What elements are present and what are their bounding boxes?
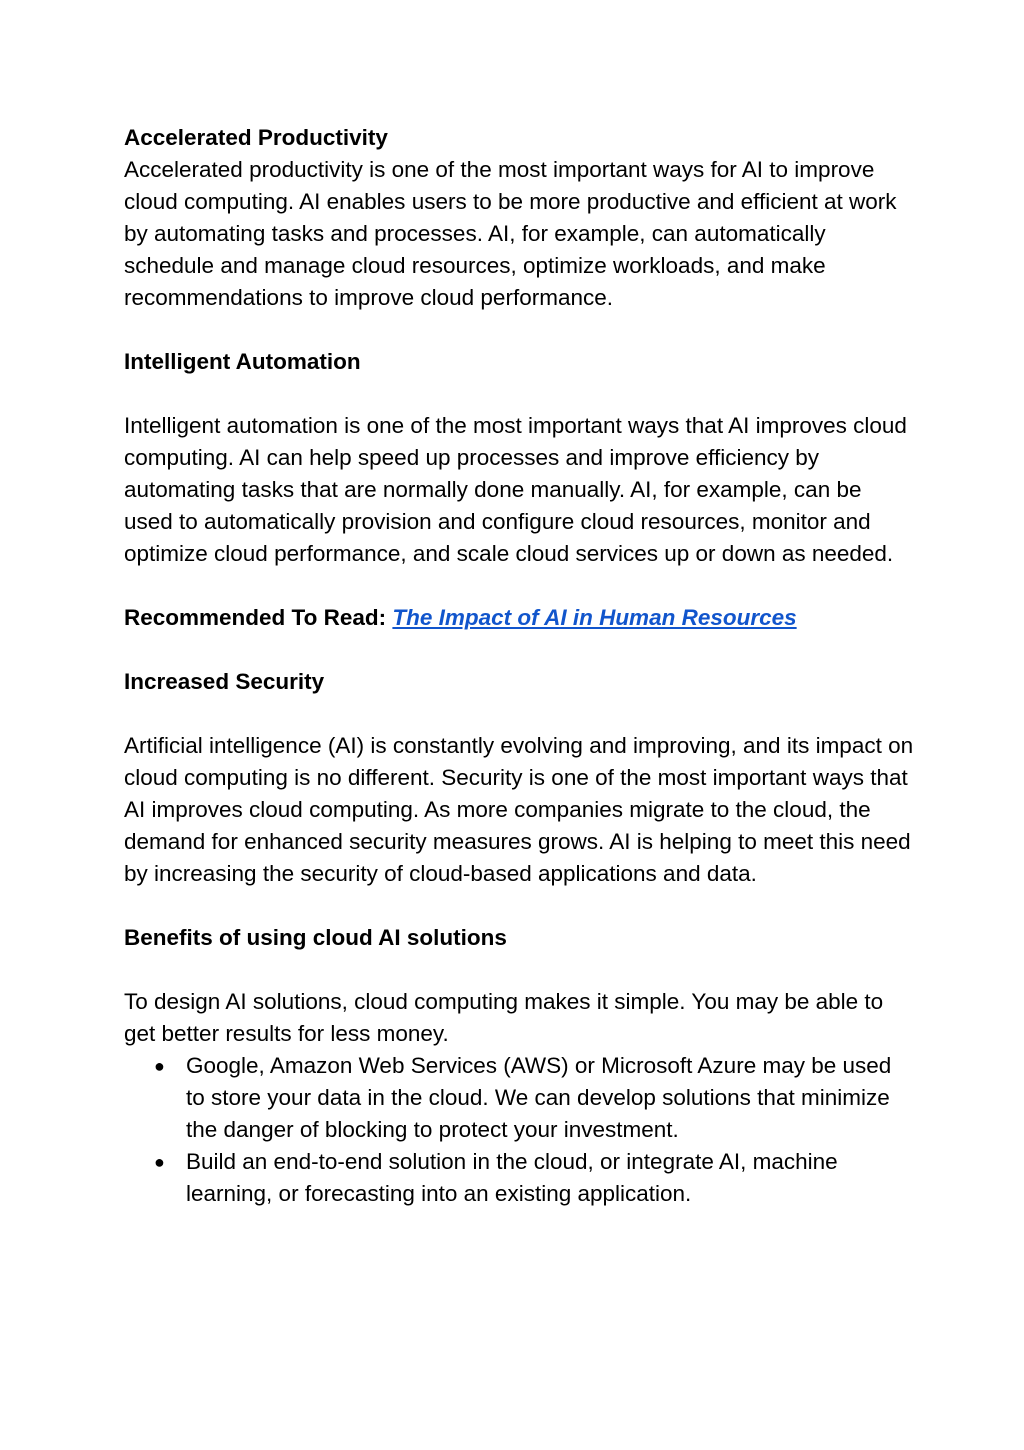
paragraph-intelligent-automation: Intelligent automation is one of the most important ways that AI improves cloud computing. AI can help speed up processes and improve efficiency by automating tasks that are normally done manually. AI, for example, can be used to automatically provision and configure cloud resources, monitor and optimize cloud performance, and scale cloud services up or down as needed.: [124, 413, 907, 566]
spacer: [124, 378, 914, 410]
list-item: [124, 1050, 914, 1146]
heading-intelligent-automation: Intelligent Automation: [124, 349, 361, 374]
list-item-text: Google, Amazon Web Services (AWS) or Microsoft Azure may be used to store your data in the cloud. We can develop solutions that minimize the danger of blocking to protect your investment.: [186, 1053, 892, 1142]
spacer: [124, 314, 914, 346]
bullet-icon: ●: [154, 1056, 165, 1076]
heading-increased-security: Increased Security: [124, 669, 325, 694]
document-page: [124, 122, 914, 1210]
spacer: [124, 890, 914, 922]
spacer: [124, 570, 914, 602]
heading-benefits-cloud-ai: Benefits of using cloud AI solutions: [124, 925, 507, 950]
spacer: [124, 954, 914, 986]
benefits-bullet-list: [124, 1050, 914, 1210]
recommended-read: [124, 602, 914, 634]
paragraph-increased-security: Artificial intelligence (AI) is constantly evolving and improving, and its impact on cloud computing is no different. Security is one of the most important ways that AI improves cloud computing. As more companies migrate to the cloud, the demand for enhanced security measures grows. AI is helping to meet this need by increasing the security of cloud-based applications and data.: [124, 733, 914, 886]
spacer: [124, 698, 914, 730]
bullet-icon: ●: [154, 1152, 165, 1172]
spacer: [124, 634, 914, 666]
paragraph-accelerated-productivity: Accelerated productivity is one of the most important ways for AI to improve cloud computing. AI enables users to be more productive and efficient at work by automating tasks and processes. AI, for example, can automatically schedule and manage cloud resources, optimize workloads, and make recommendations to improve cloud performance.: [124, 157, 897, 310]
recommended-read-label: Recommended To Read:: [124, 605, 387, 630]
list-item-text: Build an end-to-end solution in the cloud, or integrate AI, machine learning, or forecasting into an existing application.: [186, 1149, 838, 1206]
recommended-read-link[interactable]: The Impact of AI in Human Resources: [392, 605, 797, 630]
list-item: [124, 1146, 914, 1210]
heading-accelerated-productivity: Accelerated Productivity: [124, 125, 388, 150]
paragraph-benefits-cloud-ai: To design AI solutions, cloud computing makes it simple. You may be able to get better results for less money.: [124, 989, 884, 1046]
